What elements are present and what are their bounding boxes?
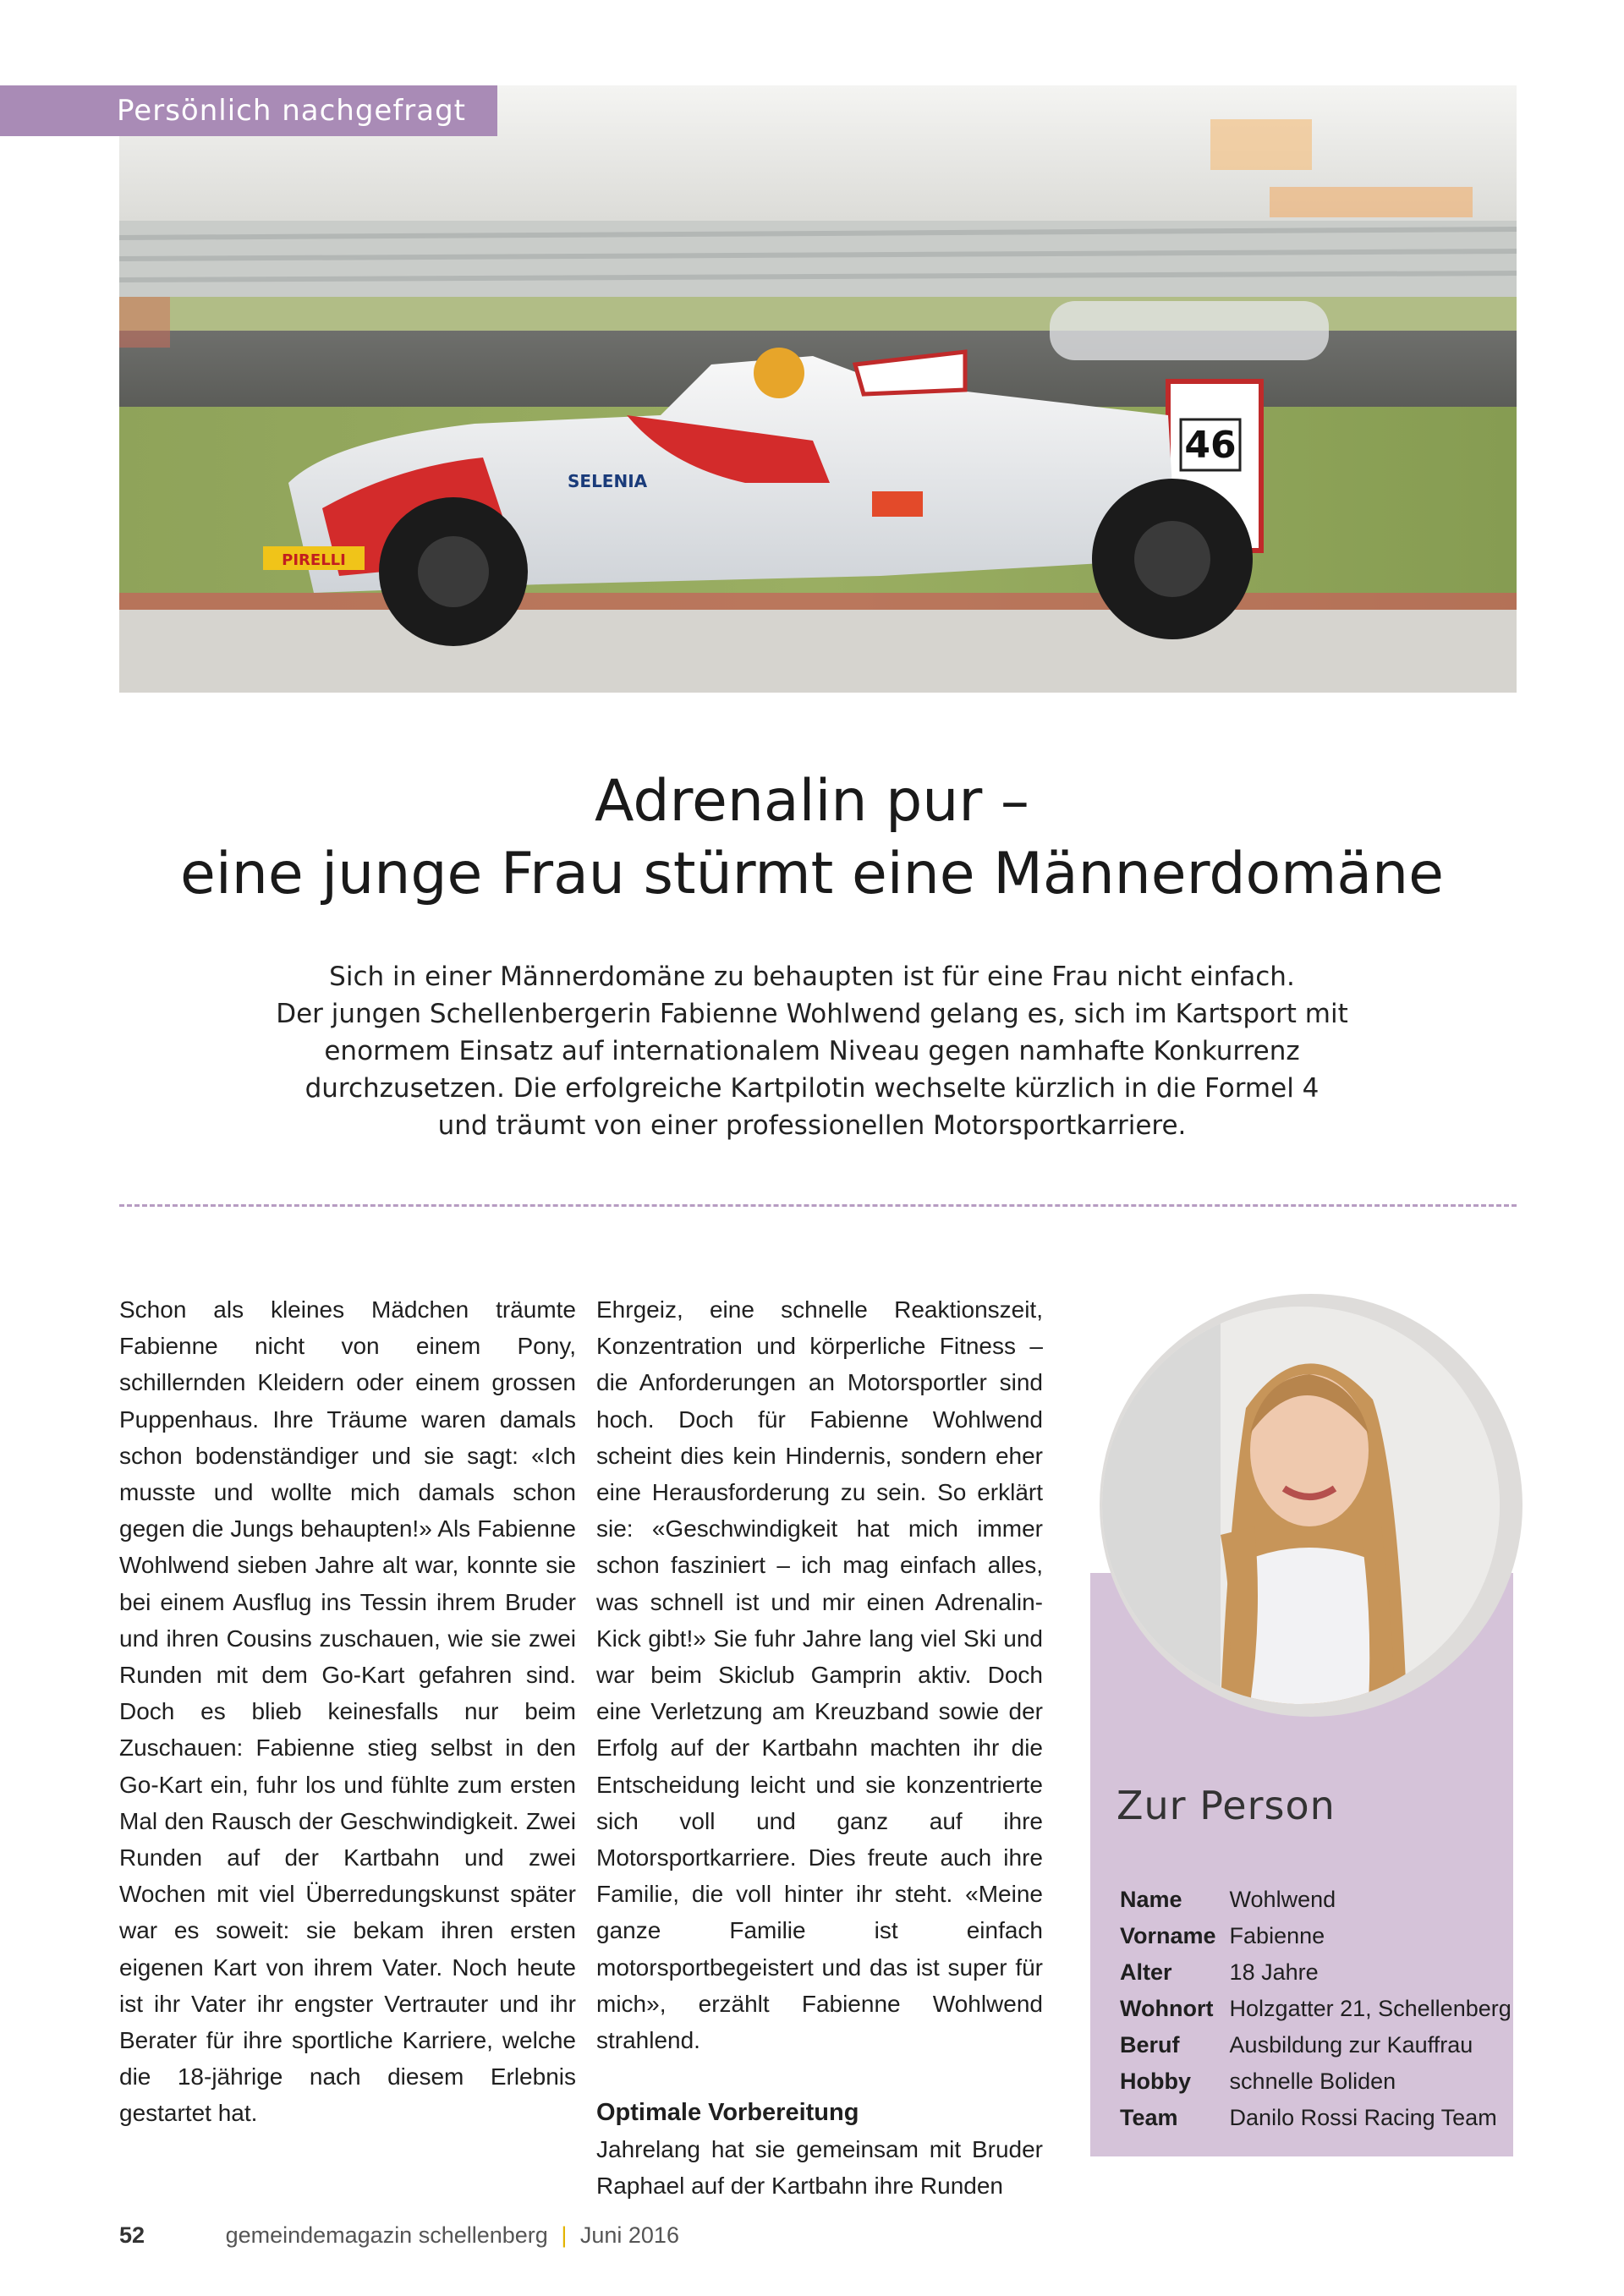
car-number: 46 (1184, 424, 1237, 467)
fact-value: 18 Jahre (1229, 1959, 1319, 1985)
headline-line-1: Adrenalin pur – (595, 768, 1029, 835)
fact-value: schnelle Boliden (1229, 2069, 1396, 2094)
table-row (1115, 2063, 1517, 2100)
page-footer (119, 2222, 679, 2249)
fact-value: Holzgatter 21, Schellenberg (1229, 1996, 1512, 2021)
fact-label: Beruf (1120, 2032, 1180, 2058)
publication-name: gemeindemagazin schellenberg (225, 2222, 548, 2248)
fact-value: Wohlwend (1229, 1887, 1336, 1912)
table-row (1115, 1918, 1517, 1954)
footer-separator: | (561, 2222, 568, 2248)
table-row (1115, 1991, 1517, 2027)
fact-label: Wohnort (1120, 1996, 1214, 2021)
body-paragraph: Ehrgeiz, eine schnelle Reaktionszeit, Konzentration und körperliche Fitness – die Anforderungen an Motorsportler sind hoch. Doch für Fabienne Wohlwend scheint dies kein Hindernis, sondern eher eine Herausforderung zu sein. So erklärt sie: «Geschwindigkeit hat mich immer schon fasziniert – ich mag einfach alles, was schnell ist und mir einen Adrenalin-Kick gibt!» Sie fuhr Jahre lang viel Ski und war beim Skiclub Gamprin aktiv. Doch eine Verletzung am Kreuzband sowie der Erfolg auf der Kartbahn machten ihr die Entscheidung leicht und sie konzentrierte sich voll und ganz auf ihre Motorsportkarriere. Dies freute auch ihre Familie, die voll hinter ihr steht. «Meine ganze Familie ist einfach motorsportbegeistert und das ist super für mich», erzählt Fabienne Wohlwend strahlend. (596, 1296, 1043, 2054)
table-row (1115, 1954, 1517, 1991)
portrait-photo (1102, 1307, 1500, 1704)
lead-line: Der jungen Schellenbergerin Fabienne Wohlwend gelang es, sich im Kartsport mit (276, 999, 1348, 1029)
fact-label: Name (1120, 1887, 1182, 1912)
subheading: Optimale Vorbereitung (596, 2099, 859, 2127)
dashed-divider (119, 1204, 1517, 1207)
fact-value: Ausbildung zur Kauffrau (1229, 2032, 1473, 2058)
table-row (1115, 2100, 1517, 2136)
issue-date: Juni 2016 (579, 2222, 679, 2248)
fact-value: Fabienne (1229, 1923, 1325, 1948)
fact-label: Vorname (1120, 1923, 1216, 1948)
body-paragraph: Schon als kleines Mädchen träumte Fabienne nicht von einem Pony, schillernden Kleidern oder einem grossen Puppenhaus. Ihre Träume waren damals schon bodenständiger und sie sagt: «Ich musste und wollte mich damals schon gegen die Jungs behaupten!» Als Fabienne Wohlwend sieben Jahre alt war, konnte sie bei einem Ausflug ins Tessin ihrem Bruder und ihren Cousins zuschauen, wie sie zwei Runden mit dem Go-Kart gefahren sind. Doch es blieb keinesfalls nur beim Zuschauen: Fabienne stieg selbst in den Go-Kart ein, fuhr los und fühlte zum ersten Mal den Rausch der Geschwindigkeit. Zwei Runden auf der Kartbahn und zwei Wochen mit viel Überredungskunst später war es soweit: sie bekam ihren ersten eigenen Kart von ihrem Vater. Noch heute ist ihr Vater ihr engster Vertrauter und ihr Berater für ihre sportliche Karriere, welche die 18-jährige nach diesem Erlebnis gestartet hat. (119, 1296, 576, 2127)
fact-value: Danilo Rossi Racing Team (1229, 2105, 1497, 2130)
body-paragraph: Jahrelang hat sie gemeinsam mit Bruder Raphael auf der Kartbahn ihre Runden (596, 2136, 1043, 2200)
page-number: 52 (119, 2222, 145, 2248)
article-headline (0, 765, 1624, 911)
fact-label: Alter (1120, 1959, 1172, 1985)
lead-line: und träumt von einer professionellen Motorsportkarriere. (437, 1110, 1187, 1141)
person-box-title: Zur Person (1116, 1783, 1336, 1828)
fact-label: Hobby (1120, 2069, 1191, 2094)
section-tag: Persönlich nachgefragt (0, 85, 497, 136)
lead-line: durchzusetzen. Die erfolgreiche Kartpilotin wechselte kürzlich in die Formel 4 (304, 1073, 1320, 1104)
lead-line: enormem Einsatz auf internationalem Niveau gegen namhafte Konkurrenz (324, 1036, 1300, 1066)
pirelli-decal: PIRELLI (282, 551, 346, 569)
body-column-2 (596, 1291, 1043, 2205)
headline-line-2: eine junge Frau stürmt eine Männerdomäne (180, 841, 1444, 907)
table-row (1115, 1882, 1517, 1918)
lead-line: Sich in einer Männerdomäne zu behaupten ist für eine Frau nicht einfach. (329, 962, 1295, 992)
table-row (1115, 2027, 1517, 2063)
fact-label: Team (1120, 2105, 1178, 2130)
sponsor-decal: SELENIA (568, 471, 648, 491)
person-facts-table (1115, 1882, 1517, 2136)
article-lead (254, 958, 1370, 1144)
body-column-1 (119, 1291, 576, 2132)
hero-photo-race-car (119, 85, 1517, 693)
